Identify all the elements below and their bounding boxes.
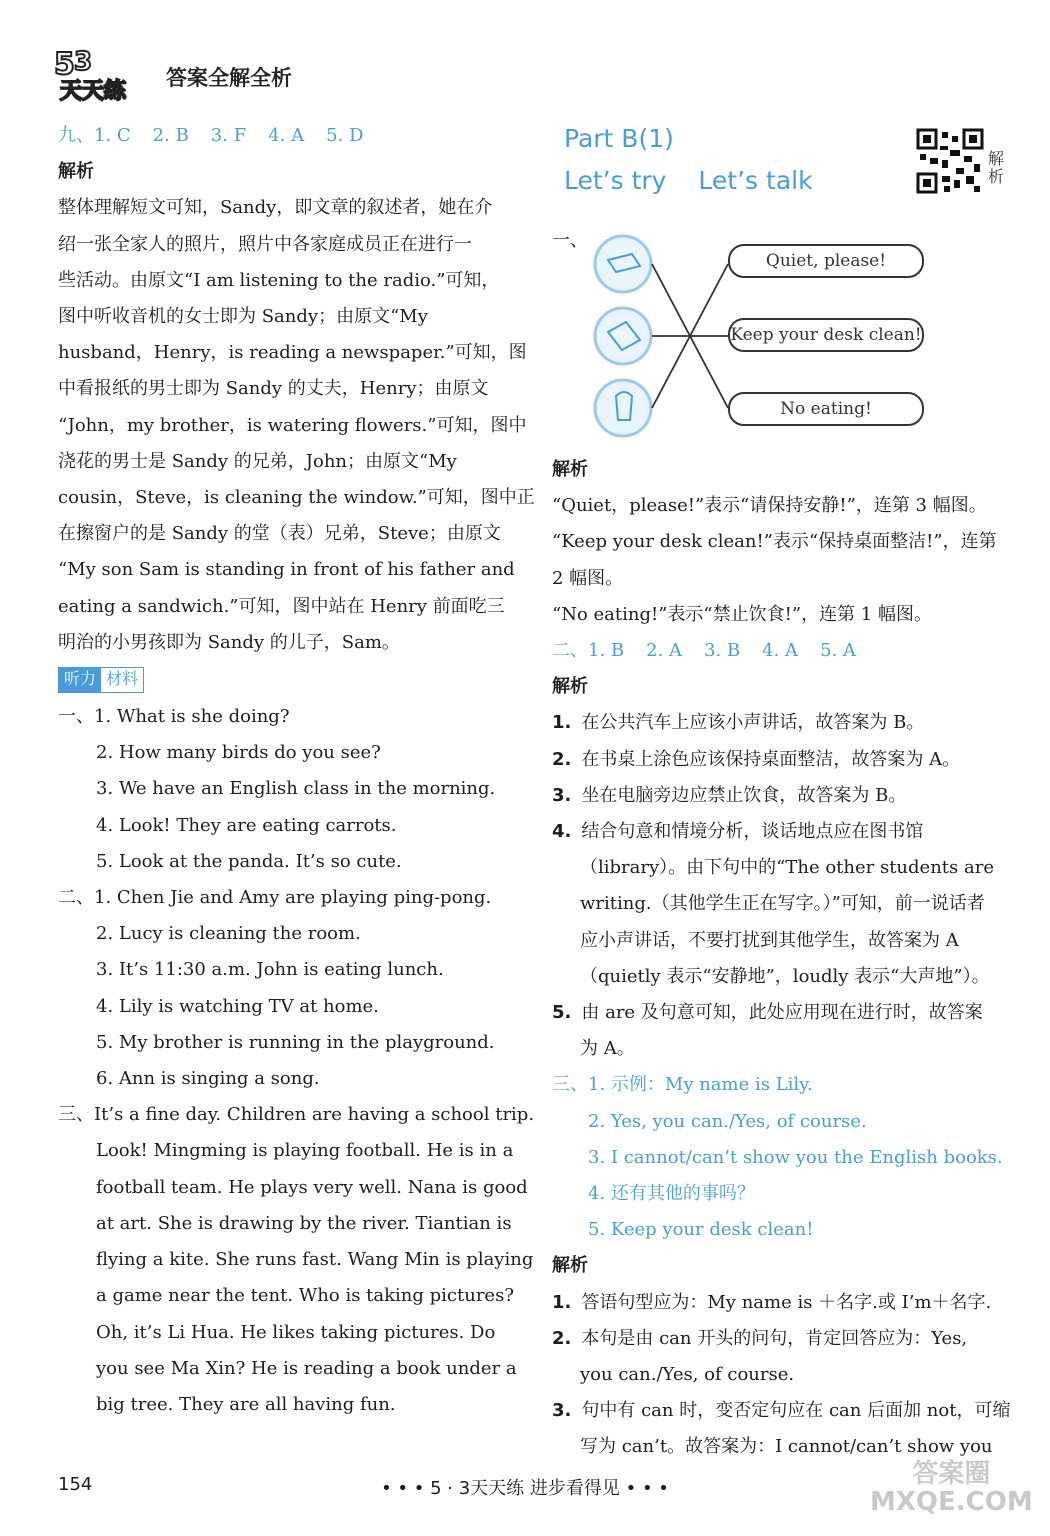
answer-item: 1. C xyxy=(94,125,131,146)
explain-num: 1. xyxy=(552,1291,572,1313)
picture-1-icon xyxy=(595,236,651,292)
para-line: 在擦窗户的是 Sandy 的堂（表）兄弟，Steve；由原文 xyxy=(58,523,501,545)
answer-item: 5. Keep your desk clean! xyxy=(588,1219,814,1241)
para-line: 整体理解短文可知，Sandy，即文章的叙述者，她在介 xyxy=(58,197,493,219)
right-column xyxy=(552,452,1011,1466)
explain-num: 2. xyxy=(552,1327,572,1349)
answer-item: 1. B xyxy=(588,640,625,662)
match-num: 一、 xyxy=(552,230,588,251)
answer-item: 4. 还有其他的事吗？ xyxy=(588,1183,755,1205)
qr-code-icon[interactable] xyxy=(916,128,984,194)
q3-num: 三、 xyxy=(552,1074,588,1096)
badge-part-2: 材料 xyxy=(106,669,139,689)
svg-text:天天练: 天天练 xyxy=(60,79,127,102)
answer-item: 1. 示例：My name is Lily. xyxy=(588,1074,813,1096)
section-3 xyxy=(58,1097,535,1423)
explain-num: 5. xyxy=(552,1002,572,1024)
list-item: 2. Lucy is cleaning the room. xyxy=(96,923,361,945)
watermark-text: 答案圈 MXQE.COM xyxy=(870,1459,1033,1517)
para-line: 明治的小男孩即为 Sandy 的儿子，Sam。 xyxy=(58,631,400,653)
explain-line: 答语句型应为：My name is ＋名字.或 I’m＋名字. xyxy=(581,1291,992,1313)
badge-part-1: 听力 xyxy=(59,668,101,692)
q2-answers xyxy=(552,633,1008,669)
part-sub-item: Let’s try xyxy=(564,166,667,195)
answer-item: 2. B xyxy=(152,125,189,146)
answer-item: 5. A xyxy=(820,640,856,662)
explain-line: 2 幅图。 xyxy=(552,567,624,589)
para-line: 中看报纸的男士即为 Sandy 的丈夫，Henry；由原文 xyxy=(58,378,489,400)
explain-line: 结合句意和情境分析，谈话地点应在图书馆 xyxy=(581,821,924,843)
para-line: 绍一张全家人的照片，照片中各家庭成员正在进行一 xyxy=(58,233,472,255)
picture-3-icon xyxy=(595,380,651,436)
side-label: 解析 xyxy=(988,149,1005,186)
list-item: 1. What is she doing? xyxy=(94,706,290,728)
svg-text:5: 5 xyxy=(54,47,75,82)
passage-line: at art. She is drawing by the river. Tiantian is xyxy=(96,1212,512,1234)
answer-item: 5. D xyxy=(326,125,364,146)
watermark-logo xyxy=(870,1460,1033,1516)
explain-line: 在公共汽车上应该小声讲话，故答案为 B。 xyxy=(581,712,925,734)
explain-line: 由 are 及句意可知，此处应用现在进行时，故答案 xyxy=(581,1002,983,1024)
explain-line: “Quiet，please!”表示“请保持安静!”，连第 3 幅图。 xyxy=(552,495,987,517)
list-item: 5. Look at the panda. It’s so cute. xyxy=(96,850,402,872)
list-item: 3. It’s 11:30 a.m. John is eating lunch. xyxy=(96,959,444,981)
jiexi-heading: 解析 xyxy=(552,1255,588,1277)
passage-line: you see Ma Xin? He is reading a book under a xyxy=(96,1357,517,1379)
jiexi-heading: 解析 xyxy=(552,459,588,480)
match-option: Quiet, please! xyxy=(728,244,924,278)
explain-line: writing.（其他学生正在写字。）”可知，前一说话者 xyxy=(580,893,985,915)
logo-53-icon xyxy=(52,44,148,102)
explain-num: 4. xyxy=(552,821,572,843)
explain-line: 坐在电脑旁边应禁止饮食，故答案为 B。 xyxy=(581,784,907,806)
explain-num: 1. xyxy=(552,712,572,734)
list-item: 4. Look! They are eating carrots. xyxy=(96,814,397,836)
answer-item: 4. A xyxy=(268,125,305,146)
answer-item: 2. Yes, you can./Yes, of course. xyxy=(588,1110,867,1132)
explain-num: 3. xyxy=(552,1400,572,1422)
answer-item: 4. A xyxy=(762,640,799,662)
explain-line: 句中有 can 时，变否定句应在 can 后面加 not，可缩 xyxy=(581,1400,1011,1422)
list-item: 4. Lily is watching TV at home. xyxy=(96,995,379,1017)
answer-item: 2. A xyxy=(646,640,683,662)
left-column xyxy=(58,118,535,1423)
para-line: 图中听收音机的女士即为 Sandy；由原文“My xyxy=(58,306,428,328)
matching-exercise xyxy=(552,220,1022,450)
passage-line: a game near the tent. Who is taking pictures? xyxy=(96,1285,514,1307)
list-item: 6. Ann is singing a song. xyxy=(96,1068,320,1090)
answer-item: 3. B xyxy=(704,640,741,662)
match-option: No eating! xyxy=(728,392,924,426)
list-item: 1. Chen Jie and Amy are playing ping-pong. xyxy=(94,887,492,909)
q9-num: 九、 xyxy=(58,125,94,146)
explain-line: “Keep your desk clean!”表示“保持桌面整洁!”，连第 xyxy=(552,531,997,553)
explain-line: 本句是由 can 开头的问句，肯定回答应为：Yes, xyxy=(581,1327,968,1349)
list-item: 5. My brother is running in the playground. xyxy=(96,1031,495,1053)
list-item: 2. How many birds do you see? xyxy=(96,742,381,764)
para-line: “My son Sam is standing in front of his father and xyxy=(58,559,515,581)
explain-line: 写为 can’t。故答案为：I cannot/can’t show you xyxy=(580,1436,993,1458)
part-title: Part B(1) xyxy=(564,124,674,153)
list-item: 3. We have an English class in the morning. xyxy=(96,778,496,800)
listening-material-badge xyxy=(58,667,144,693)
header-label: 答案全解全析 xyxy=(166,66,292,90)
explain-line: 应小声讲话，不要打扰到其他学生，故答案为 A xyxy=(580,929,959,951)
explain-line: 为 A。 xyxy=(580,1038,635,1060)
passage-line: It’s a fine day. Children are having a school trip. xyxy=(94,1104,535,1126)
q2-num: 二、 xyxy=(552,640,588,662)
explain-line: 在书桌上涂色应该保持桌面整洁，故答案为 A。 xyxy=(581,748,961,770)
part-sub-item: Let’s talk xyxy=(698,166,813,195)
answer-item: 3. F xyxy=(210,125,247,146)
passage-line: flying a kite. She runs fast. Wang Min is playing xyxy=(96,1249,534,1271)
explain-num: 3. xyxy=(552,784,572,806)
answer-item: 3. I cannot/can’t show you the English books. xyxy=(588,1146,1003,1168)
passage-line: Look! Mingming is playing football. He is in a xyxy=(96,1140,514,1162)
explain-line: （library）。由下句中的“The other students are xyxy=(580,857,994,879)
passage-line: big tree. They are all having fun. xyxy=(96,1393,396,1415)
section-num: 三、 xyxy=(58,1104,94,1126)
para-line: 些活动。由原文“I am listening to the radio.”可知， xyxy=(58,269,500,291)
section-num: 二、 xyxy=(58,887,94,909)
section-2 xyxy=(58,880,518,1097)
footer-slogan: • • • 5 · 3天天练 进步看得见 • • • xyxy=(381,1478,669,1499)
page-number: 154 xyxy=(58,1474,93,1495)
q9-answers xyxy=(58,118,518,154)
para-line: cousin，Steve，is cleaning the window.”可知，图中正 xyxy=(58,487,535,509)
section-1 xyxy=(58,699,518,880)
passage-line: Oh, it’s Li Hua. He likes taking pictures. Do xyxy=(96,1321,496,1343)
explain-line: you can./Yes, of course. xyxy=(580,1364,795,1386)
svg-text:3: 3 xyxy=(74,47,93,77)
para-line: eating a sandwich.”可知，图中站在 Henry 前面吃三 xyxy=(58,595,505,617)
explanation-paragraph xyxy=(58,190,535,661)
jiexi-heading: 解析 xyxy=(552,676,588,698)
jiexi-heading: 解析 xyxy=(58,161,94,183)
passage-line: football team. He plays very well. Nana is good xyxy=(96,1176,528,1198)
explain-num: 2. xyxy=(552,748,572,770)
match-option: Keep your desk clean! xyxy=(728,318,924,352)
section-num: 一、 xyxy=(58,706,94,728)
picture-2-icon xyxy=(595,308,651,364)
para-line: husband，Henry，is reading a newspaper.”可知，图 xyxy=(58,342,527,364)
explain-line: “No eating!”表示“禁止饮食!”，连第 1 幅图。 xyxy=(552,603,932,625)
explain-line: （quietly 表示“安静地”，loudly 表示“大声地”）。 xyxy=(580,965,990,987)
part-subtitle xyxy=(564,166,837,195)
para-line: 浇花的男士是 Sandy 的兄弟，John；由原文“My xyxy=(58,450,457,472)
para-line: “John，my brother，is watering flowers.”可知，图中 xyxy=(58,414,527,436)
